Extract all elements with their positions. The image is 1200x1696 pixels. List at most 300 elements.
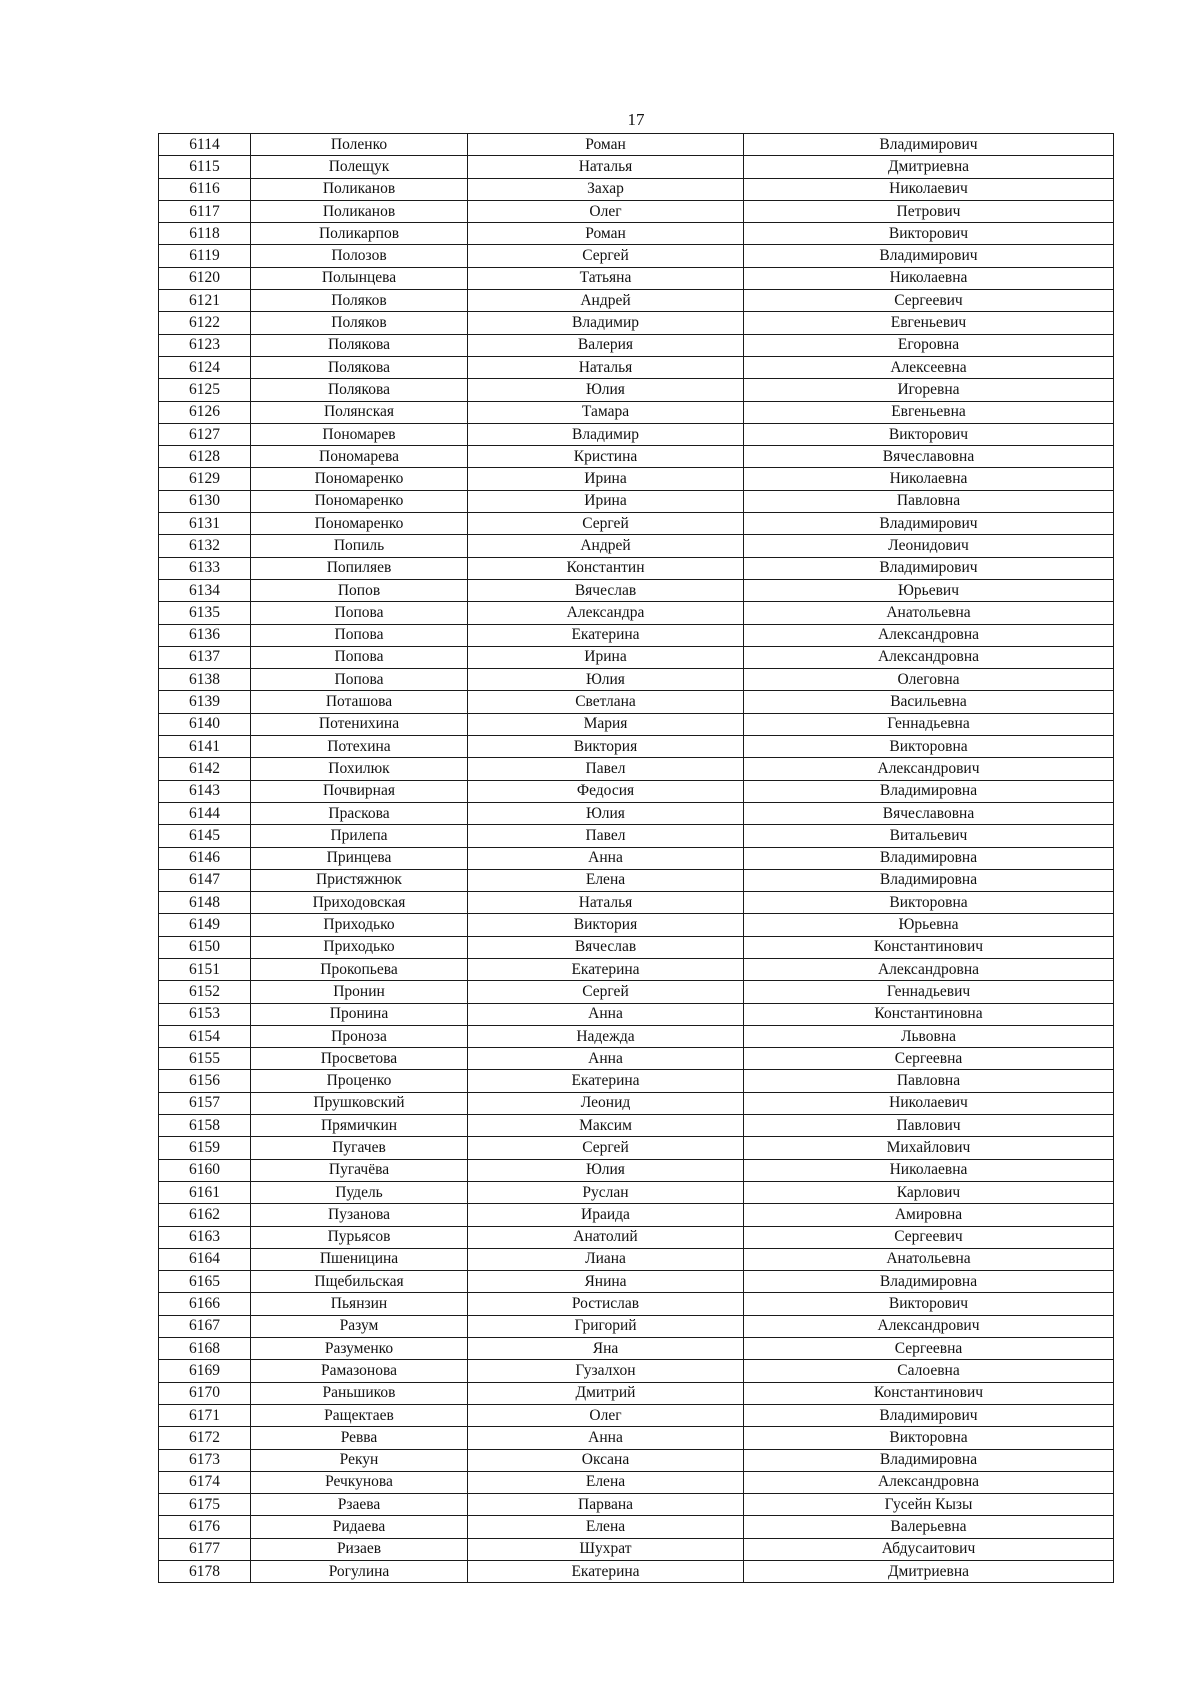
first-name-cell: Александра [468, 602, 744, 624]
first-name-cell: Виктория [468, 914, 744, 936]
first-name-cell: Анна [468, 1427, 744, 1449]
last-name-cell: Полянская [251, 401, 468, 423]
first-name-cell: Ирина [468, 490, 744, 512]
last-name-cell: Пронин [251, 981, 468, 1003]
row-number-cell: 6171 [159, 1404, 251, 1426]
last-name-cell: Ревва [251, 1427, 468, 1449]
patronymic-cell: Александровна [744, 646, 1114, 668]
first-name-cell: Владимир [468, 312, 744, 334]
last-name-cell: Приходько [251, 936, 468, 958]
table-row [159, 736, 1114, 758]
last-name-cell: Потехина [251, 736, 468, 758]
patronymic-cell: Александровна [744, 624, 1114, 646]
table-row [159, 1115, 1114, 1137]
first-name-cell: Вячеслав [468, 936, 744, 958]
first-name-cell: Елена [468, 1516, 744, 1538]
patronymic-cell: Владимирович [744, 134, 1114, 156]
last-name-cell: Пристяжнюк [251, 869, 468, 891]
row-number-cell: 6162 [159, 1204, 251, 1226]
patronymic-cell: Алексеевна [744, 356, 1114, 378]
patronymic-cell: Павловна [744, 1070, 1114, 1092]
first-name-cell: Андрей [468, 290, 744, 312]
table-row [159, 624, 1114, 646]
last-name-cell: Раньшиков [251, 1382, 468, 1404]
row-number-cell: 6147 [159, 869, 251, 891]
patronymic-cell: Сергеевна [744, 1048, 1114, 1070]
patronymic-cell: Гусейн Кызы [744, 1494, 1114, 1516]
table-row [159, 1561, 1114, 1583]
row-number-cell: 6157 [159, 1092, 251, 1114]
first-name-cell: Тамара [468, 401, 744, 423]
table-row [159, 1494, 1114, 1516]
first-name-cell: Виктория [468, 736, 744, 758]
last-name-cell: Попова [251, 624, 468, 646]
table-row [159, 691, 1114, 713]
first-name-cell: Анна [468, 1003, 744, 1025]
patronymic-cell: Карлович [744, 1181, 1114, 1203]
table-row [159, 914, 1114, 936]
row-number-cell: 6131 [159, 513, 251, 535]
table-row [159, 602, 1114, 624]
row-number-cell: 6123 [159, 334, 251, 356]
first-name-cell: Захар [468, 178, 744, 200]
last-name-cell: Похилюк [251, 758, 468, 780]
table-row [159, 646, 1114, 668]
patronymic-cell: Павлович [744, 1115, 1114, 1137]
table-row [159, 981, 1114, 1003]
patronymic-cell: Дмитриевна [744, 1561, 1114, 1583]
row-number-cell: 6148 [159, 892, 251, 914]
patronymic-cell: Владимирович [744, 245, 1114, 267]
patronymic-cell: Викторович [744, 1293, 1114, 1315]
last-name-cell: Рамазонова [251, 1360, 468, 1382]
row-number-cell: 6163 [159, 1226, 251, 1248]
row-number-cell: 6149 [159, 914, 251, 936]
last-name-cell: Прушковский [251, 1092, 468, 1114]
first-name-cell: Елена [468, 869, 744, 891]
first-name-cell: Юлия [468, 1159, 744, 1181]
table-row [159, 356, 1114, 378]
row-number-cell: 6124 [159, 356, 251, 378]
row-number-cell: 6153 [159, 1003, 251, 1025]
row-number-cell: 6146 [159, 847, 251, 869]
row-number-cell: 6118 [159, 223, 251, 245]
row-number-cell: 6176 [159, 1516, 251, 1538]
patronymic-cell: Владимирович [744, 513, 1114, 535]
first-name-cell: Яна [468, 1338, 744, 1360]
row-number-cell: 6132 [159, 535, 251, 557]
patronymic-cell: Львовна [744, 1025, 1114, 1047]
table-row [159, 200, 1114, 222]
row-number-cell: 6151 [159, 958, 251, 980]
last-name-cell: Прилепа [251, 825, 468, 847]
first-name-cell: Наталья [468, 356, 744, 378]
last-name-cell: Рекун [251, 1449, 468, 1471]
last-name-cell: Попова [251, 646, 468, 668]
row-number-cell: 6143 [159, 780, 251, 802]
last-name-cell: Поленко [251, 134, 468, 156]
table-row [159, 1516, 1114, 1538]
last-name-cell: Попиляев [251, 557, 468, 579]
table-row [159, 1181, 1114, 1203]
patronymic-cell: Константинович [744, 936, 1114, 958]
last-name-cell: Прямичкин [251, 1115, 468, 1137]
row-number-cell: 6161 [159, 1181, 251, 1203]
patronymic-cell: Константиновна [744, 1003, 1114, 1025]
first-name-cell: Гузалхон [468, 1360, 744, 1382]
table-row [159, 847, 1114, 869]
patronymic-cell: Геннадьевна [744, 713, 1114, 735]
row-number-cell: 6141 [159, 736, 251, 758]
last-name-cell: Пузанова [251, 1204, 468, 1226]
row-number-cell: 6139 [159, 691, 251, 713]
table-row [159, 1137, 1114, 1159]
patronymic-cell: Юрьевич [744, 579, 1114, 601]
table-row [159, 468, 1114, 490]
patronymic-cell: Викторовна [744, 736, 1114, 758]
patronymic-cell: Егоровна [744, 334, 1114, 356]
last-name-cell: Разуменко [251, 1338, 468, 1360]
patronymic-cell: Сергеевна [744, 1338, 1114, 1360]
last-name-cell: Рзаева [251, 1494, 468, 1516]
first-name-cell: Олег [468, 1404, 744, 1426]
last-name-cell: Пономарева [251, 446, 468, 468]
row-number-cell: 6144 [159, 802, 251, 824]
last-name-cell: Проноза [251, 1025, 468, 1047]
table-row [159, 1471, 1114, 1493]
patronymic-cell: Вячеславовна [744, 446, 1114, 468]
patronymic-cell: Амировна [744, 1204, 1114, 1226]
first-name-cell: Павел [468, 825, 744, 847]
last-name-cell: Полозов [251, 245, 468, 267]
patronymic-cell: Викторовна [744, 892, 1114, 914]
row-number-cell: 6150 [159, 936, 251, 958]
row-number-cell: 6154 [159, 1025, 251, 1047]
first-name-cell: Екатерина [468, 1070, 744, 1092]
patronymic-cell: Салоевна [744, 1360, 1114, 1382]
patronymic-cell: Владимировна [744, 1271, 1114, 1293]
patronymic-cell: Николаевна [744, 267, 1114, 289]
row-number-cell: 6127 [159, 423, 251, 445]
patronymic-cell: Павловна [744, 490, 1114, 512]
last-name-cell: Приходько [251, 914, 468, 936]
last-name-cell: Попиль [251, 535, 468, 557]
patronymic-cell: Евгеньевна [744, 401, 1114, 423]
row-number-cell: 6122 [159, 312, 251, 334]
row-number-cell: 6135 [159, 602, 251, 624]
first-name-cell: Леонид [468, 1092, 744, 1114]
row-number-cell: 6121 [159, 290, 251, 312]
patronymic-cell: Николаевна [744, 1159, 1114, 1181]
last-name-cell: Попова [251, 602, 468, 624]
table-row [159, 134, 1114, 156]
last-name-cell: Просветова [251, 1048, 468, 1070]
patronymic-cell: Леонидович [744, 535, 1114, 557]
last-name-cell: Ризаев [251, 1538, 468, 1560]
first-name-cell: Мария [468, 713, 744, 735]
patronymic-cell: Михайлович [744, 1137, 1114, 1159]
first-name-cell: Елена [468, 1471, 744, 1493]
table-row [159, 1360, 1114, 1382]
table-row [159, 156, 1114, 178]
last-name-cell: Праскова [251, 802, 468, 824]
first-name-cell: Сергей [468, 981, 744, 1003]
patronymic-cell: Петрович [744, 200, 1114, 222]
row-number-cell: 6119 [159, 245, 251, 267]
patronymic-cell: Александровна [744, 958, 1114, 980]
table-row [159, 535, 1114, 557]
first-name-cell: Ростислав [468, 1293, 744, 1315]
first-name-cell: Руслан [468, 1181, 744, 1203]
first-name-cell: Янина [468, 1271, 744, 1293]
row-number-cell: 6170 [159, 1382, 251, 1404]
patronymic-cell: Владимирович [744, 1404, 1114, 1426]
table-row [159, 1248, 1114, 1270]
patronymic-cell: Сергеевич [744, 1226, 1114, 1248]
last-name-cell: Поликарпов [251, 223, 468, 245]
row-number-cell: 6174 [159, 1471, 251, 1493]
row-number-cell: 6178 [159, 1561, 251, 1583]
last-name-cell: Поликанов [251, 178, 468, 200]
row-number-cell: 6136 [159, 624, 251, 646]
first-name-cell: Екатерина [468, 624, 744, 646]
last-name-cell: Пономаренко [251, 490, 468, 512]
patronymic-cell: Викторовна [744, 1427, 1114, 1449]
table-row [159, 513, 1114, 535]
first-name-cell: Павел [468, 758, 744, 780]
last-name-cell: Пономарев [251, 423, 468, 445]
last-name-cell: Полякова [251, 379, 468, 401]
table-row [159, 245, 1114, 267]
last-name-cell: Пурьясов [251, 1226, 468, 1248]
patronymic-cell: Дмитриевна [744, 156, 1114, 178]
row-number-cell: 6142 [159, 758, 251, 780]
row-number-cell: 6165 [159, 1271, 251, 1293]
table-row [159, 1048, 1114, 1070]
table-row [159, 446, 1114, 468]
table-row [159, 379, 1114, 401]
table-row [159, 490, 1114, 512]
last-name-cell: Попов [251, 579, 468, 601]
table-row [159, 1070, 1114, 1092]
last-name-cell: Пугачёва [251, 1159, 468, 1181]
row-number-cell: 6155 [159, 1048, 251, 1070]
table-row [159, 423, 1114, 445]
table-row [159, 1092, 1114, 1114]
patronymic-cell: Анатольевна [744, 602, 1114, 624]
roster-body [159, 134, 1114, 1583]
table-row [159, 936, 1114, 958]
patronymic-cell: Константинович [744, 1382, 1114, 1404]
first-name-cell: Парвана [468, 1494, 744, 1516]
table-row [159, 892, 1114, 914]
row-number-cell: 6117 [159, 200, 251, 222]
row-number-cell: 6128 [159, 446, 251, 468]
first-name-cell: Наталья [468, 156, 744, 178]
last-name-cell: Пугачев [251, 1137, 468, 1159]
patronymic-cell: Валерьевна [744, 1516, 1114, 1538]
row-number-cell: 6114 [159, 134, 251, 156]
row-number-cell: 6167 [159, 1315, 251, 1337]
last-name-cell: Пудель [251, 1181, 468, 1203]
patronymic-cell: Сергеевич [744, 290, 1114, 312]
patronymic-cell: Игоревна [744, 379, 1114, 401]
patronymic-cell: Александровна [744, 1471, 1114, 1493]
last-name-cell: Разум [251, 1315, 468, 1337]
first-name-cell: Светлана [468, 691, 744, 713]
first-name-cell: Сергей [468, 245, 744, 267]
patronymic-cell: Викторович [744, 223, 1114, 245]
first-name-cell: Максим [468, 1115, 744, 1137]
last-name-cell: Ридаева [251, 1516, 468, 1538]
last-name-cell: Попова [251, 669, 468, 691]
table-row [159, 1404, 1114, 1426]
last-name-cell: Полещук [251, 156, 468, 178]
first-name-cell: Владимир [468, 423, 744, 445]
last-name-cell: Пщебильская [251, 1271, 468, 1293]
first-name-cell: Григорий [468, 1315, 744, 1337]
roster-table [158, 133, 1114, 1583]
row-number-cell: 6164 [159, 1248, 251, 1270]
patronymic-cell: Абдусаитович [744, 1538, 1114, 1560]
patronymic-cell: Владимировна [744, 1449, 1114, 1471]
row-number-cell: 6156 [159, 1070, 251, 1092]
patronymic-cell: Геннадьевич [744, 981, 1114, 1003]
table-row [159, 290, 1114, 312]
table-row [159, 1538, 1114, 1560]
patronymic-cell: Николаевич [744, 178, 1114, 200]
table-row [159, 1315, 1114, 1337]
patronymic-cell: Олеговна [744, 669, 1114, 691]
table-row [159, 758, 1114, 780]
row-number-cell: 6172 [159, 1427, 251, 1449]
first-name-cell: Наталья [468, 892, 744, 914]
patronymic-cell: Владимировна [744, 780, 1114, 802]
first-name-cell: Валерия [468, 334, 744, 356]
table-row [159, 334, 1114, 356]
table-row [159, 1271, 1114, 1293]
first-name-cell: Юлия [468, 802, 744, 824]
first-name-cell: Кристина [468, 446, 744, 468]
table-row [159, 1025, 1114, 1047]
row-number-cell: 6145 [159, 825, 251, 847]
table-row [159, 1449, 1114, 1471]
table-row [159, 1293, 1114, 1315]
row-number-cell: 6152 [159, 981, 251, 1003]
row-number-cell: 6137 [159, 646, 251, 668]
table-row [159, 223, 1114, 245]
patronymic-cell: Александрович [744, 1315, 1114, 1337]
table-row [159, 312, 1114, 334]
first-name-cell: Вячеслав [468, 579, 744, 601]
first-name-cell: Роман [468, 223, 744, 245]
last-name-cell: Пьянзин [251, 1293, 468, 1315]
row-number-cell: 6138 [159, 669, 251, 691]
row-number-cell: 6160 [159, 1159, 251, 1181]
last-name-cell: Полынцева [251, 267, 468, 289]
last-name-cell: Проценко [251, 1070, 468, 1092]
first-name-cell: Екатерина [468, 958, 744, 980]
first-name-cell: Андрей [468, 535, 744, 557]
first-name-cell: Юлия [468, 669, 744, 691]
table-row [159, 780, 1114, 802]
first-name-cell: Татьяна [468, 267, 744, 289]
first-name-cell: Юлия [468, 379, 744, 401]
table-row [159, 825, 1114, 847]
first-name-cell: Лиана [468, 1248, 744, 1270]
row-number-cell: 6159 [159, 1137, 251, 1159]
last-name-cell: Принцева [251, 847, 468, 869]
first-name-cell: Сергей [468, 1137, 744, 1159]
table-row [159, 1003, 1114, 1025]
patronymic-cell: Николаевич [744, 1092, 1114, 1114]
row-number-cell: 6140 [159, 713, 251, 735]
first-name-cell: Анна [468, 1048, 744, 1070]
table-row [159, 1338, 1114, 1360]
first-name-cell: Шухрат [468, 1538, 744, 1560]
row-number-cell: 6120 [159, 267, 251, 289]
first-name-cell: Федосия [468, 780, 744, 802]
row-number-cell: 6177 [159, 1538, 251, 1560]
first-name-cell: Константин [468, 557, 744, 579]
table-row [159, 1226, 1114, 1248]
row-number-cell: 6169 [159, 1360, 251, 1382]
table-row [159, 579, 1114, 601]
last-name-cell: Поляков [251, 312, 468, 334]
row-number-cell: 6116 [159, 178, 251, 200]
patronymic-cell: Владимировна [744, 847, 1114, 869]
first-name-cell: Анна [468, 847, 744, 869]
first-name-cell: Сергей [468, 513, 744, 535]
last-name-cell: Поташова [251, 691, 468, 713]
first-name-cell: Олег [468, 200, 744, 222]
last-name-cell: Потенихина [251, 713, 468, 735]
row-number-cell: 6173 [159, 1449, 251, 1471]
last-name-cell: Рогулина [251, 1561, 468, 1583]
first-name-cell: Екатерина [468, 1561, 744, 1583]
last-name-cell: Полякова [251, 334, 468, 356]
page-number: 17 [627, 110, 645, 129]
row-number-cell: 6115 [159, 156, 251, 178]
table-row [159, 267, 1114, 289]
last-name-cell: Пономаренко [251, 513, 468, 535]
row-number-cell: 6129 [159, 468, 251, 490]
row-number-cell: 6130 [159, 490, 251, 512]
row-number-cell: 6166 [159, 1293, 251, 1315]
patronymic-cell: Викторович [744, 423, 1114, 445]
first-name-cell: Дмитрий [468, 1382, 744, 1404]
last-name-cell: Полякова [251, 356, 468, 378]
last-name-cell: Пономаренко [251, 468, 468, 490]
first-name-cell: Роман [468, 134, 744, 156]
patronymic-cell: Евгеньевич [744, 312, 1114, 334]
table-row [159, 958, 1114, 980]
table-row [159, 802, 1114, 824]
first-name-cell: Ирина [468, 646, 744, 668]
patronymic-cell: Владимирович [744, 557, 1114, 579]
last-name-cell: Ращектаев [251, 1404, 468, 1426]
table-row [159, 713, 1114, 735]
first-name-cell: Анатолий [468, 1226, 744, 1248]
last-name-cell: Речкунова [251, 1471, 468, 1493]
table-row [159, 557, 1114, 579]
first-name-cell: Ираида [468, 1204, 744, 1226]
first-name-cell: Оксана [468, 1449, 744, 1471]
row-number-cell: 6134 [159, 579, 251, 601]
first-name-cell: Надежда [468, 1025, 744, 1047]
last-name-cell: Поликанов [251, 200, 468, 222]
table-row [159, 669, 1114, 691]
